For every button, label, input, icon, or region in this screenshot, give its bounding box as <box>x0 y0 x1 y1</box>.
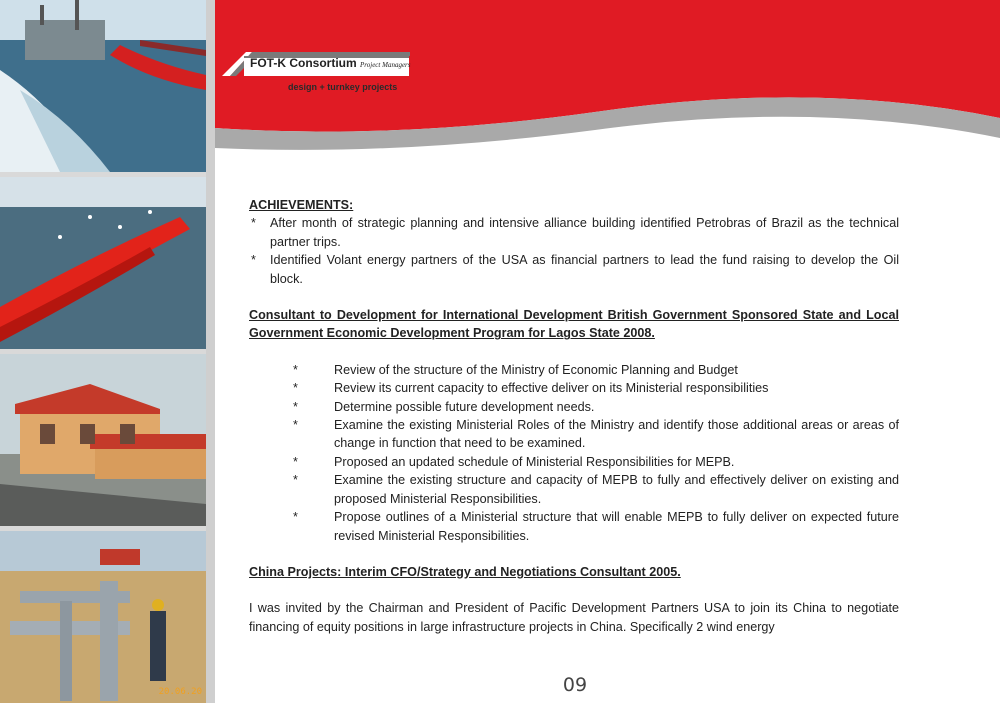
column-divider <box>206 0 215 703</box>
list-item-text: Determine possible future development needs. <box>334 399 595 414</box>
house-photo <box>0 354 206 526</box>
document-body <box>249 196 899 636</box>
list-item <box>249 416 899 453</box>
list-marker: * <box>251 216 256 231</box>
list-item-text: Proposed an updated schedule of Ministerial Responsibilities for MEPB. <box>334 454 735 469</box>
list-item-text: Examine the existing Ministerial Roles of the Ministry and identify those additional areas or areas of change in function that need to be examined. <box>334 418 899 451</box>
list-marker: * <box>293 399 298 414</box>
logo-tagline: design + turnkey projects <box>288 82 398 92</box>
list-item <box>249 471 899 508</box>
list-marker: * <box>251 253 256 268</box>
achievements-heading: ACHIEVEMENTS: <box>249 198 354 212</box>
list-item <box>249 361 899 379</box>
company-logo <box>222 48 422 98</box>
logo-name: FOT-K Consortium Project Managers <box>250 56 411 70</box>
achievements-list <box>249 214 899 288</box>
china-projects-heading: China Projects: Interim CFO/Strategy and Negotiations Consultant 2005. <box>249 564 681 579</box>
list-marker: * <box>293 381 298 396</box>
list-item-text: Review of the structure of the Ministry of Economic Planning and Budget <box>334 362 738 377</box>
list-item <box>249 251 899 288</box>
list-marker: * <box>293 418 298 433</box>
list-marker: * <box>293 510 298 525</box>
page-number: 09 <box>562 674 588 696</box>
list-marker: * <box>293 473 298 488</box>
list-item-text: Identified Volant energy partners of the USA as financial partners to lead the fund raising to develop the Oil block. <box>270 253 899 286</box>
list-item <box>249 508 899 545</box>
logo-suffix: Project Managers <box>360 61 411 69</box>
list-marker: * <box>293 454 298 469</box>
list-item <box>249 214 899 251</box>
offshore-vessel-photo <box>0 0 206 172</box>
list-item <box>249 379 899 397</box>
list-item-text: Review its current capacity to effective deliver on its Ministerial responsibilities <box>334 381 769 396</box>
list-item <box>249 453 899 471</box>
list-item-text: Examine the existing structure and capacity of MEPB to fully and effectively deliver on existing and proposed Ministerial Responsibilities. <box>334 473 899 506</box>
photo-date-stamp: 20.06.20 <box>158 687 202 697</box>
list-item <box>249 398 899 416</box>
photo-column <box>0 0 215 703</box>
oil-boom-sea-photo <box>0 177 206 349</box>
list-marker: * <box>293 362 298 377</box>
consultant-heading: Consultant to Development for International Development British Government Sponsored State and Local Government Economic Development Program for Lagos State 2008. <box>249 308 899 341</box>
pipeline-plant-photo <box>0 531 206 703</box>
list-item-text: After month of strategic planning and intensive alliance building identified Petrobras of Brazil as the technical partner trips. <box>270 216 899 249</box>
list-item-text: Propose outlines of a Ministerial structure that will enable MEPB to fully deliver on expected future revised Ministerial Responsibilities. <box>334 510 899 543</box>
consultant-list <box>249 361 899 545</box>
china-paragraph: I was invited by the Chairman and President of Pacific Development Partners USA to join its China to negotiate financing of equity positions in large infrastructure projects in China. Specifically 2 wind energy <box>249 601 899 634</box>
